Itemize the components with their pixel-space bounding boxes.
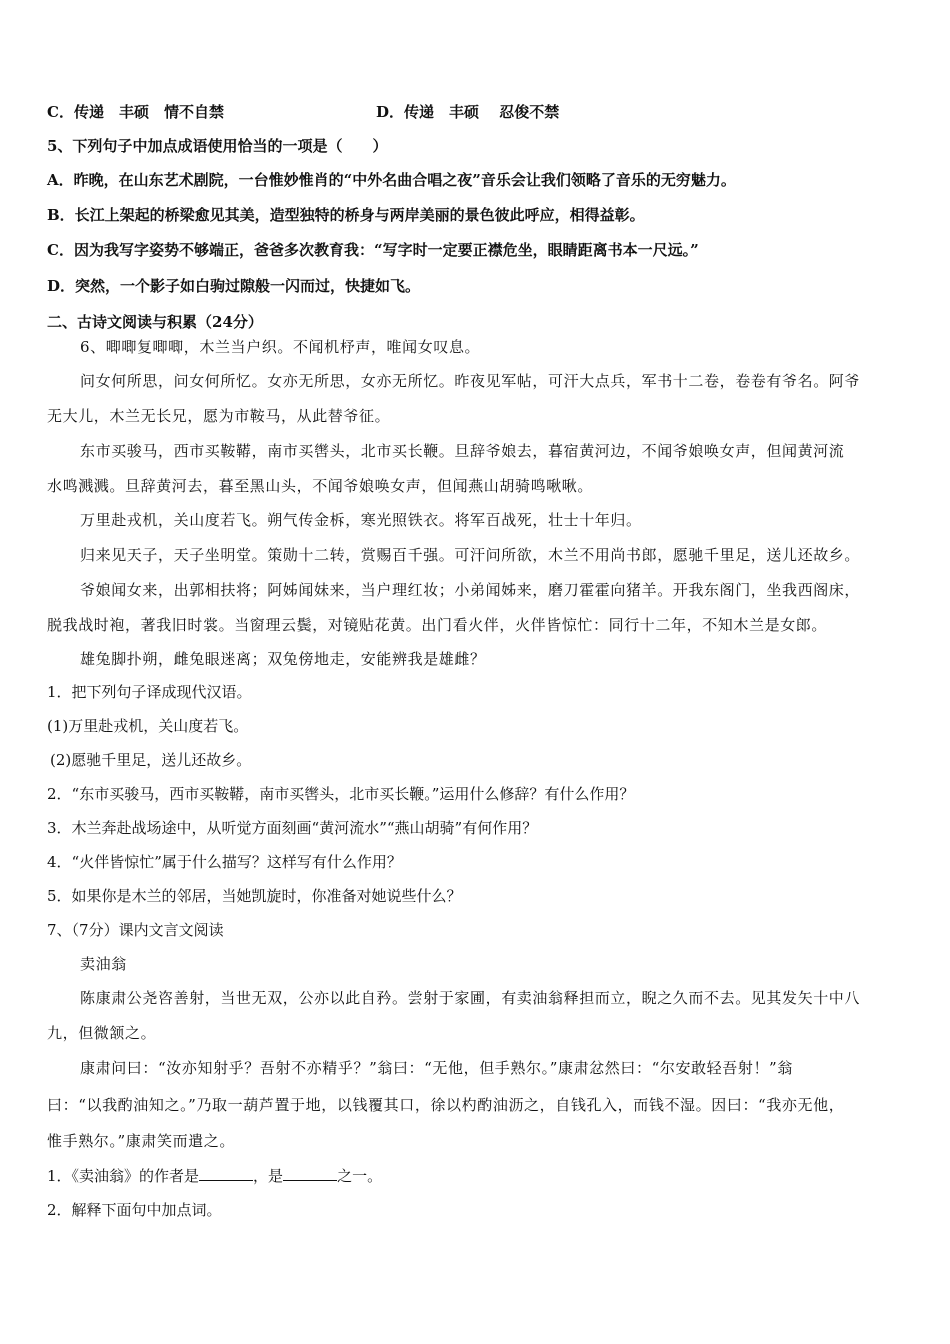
q7-question-1-middle: ，是	[253, 1167, 284, 1185]
q5-option-d: D．突然，一个影子如白驹过隙般一闪而过，快捷如飞。	[47, 277, 421, 295]
q5-option-b: B．长江上架起的桥梁愈见其美，造型独特的桥身与两岸美丽的景色彼此呼应，相得益彰。	[47, 206, 645, 224]
q6-question-3: 3．木兰奔赴战场途中，从听觉方面刻画“黄河流水”“燕山胡骑”有何作用？	[47, 819, 538, 837]
q7-paragraph-1-line-1: 陈康肃公尧咨善射，当世无双，公亦以此自矜。尝射于家圃，有卖油翁释担而立，睨之久而不去。见其发矢十中八	[80, 989, 861, 1007]
q4-option-d: D．传递 丰硕 忍俊不禁	[376, 103, 560, 121]
poem-paragraph-1: 6、唧唧复唧唧，木兰当户织。不闻机杼声，唯闻女叹息。	[80, 338, 481, 356]
q6-question-1-2: (2)愿驰千里足，送儿还故乡。	[50, 751, 252, 769]
q7-passage-title: 卖油翁	[80, 955, 127, 973]
q5-option-c: C．因为我写字姿势不够端正，爸爸多次教育我：“写字时一定要正襟危坐，眼睛距离书本一尺远。”	[47, 241, 699, 259]
q6-question-5: 5．如果你是木兰的邻居，当她凯旋时，你准备对她说些什么？	[47, 887, 462, 905]
q6-question-2: 2．“东市买骏马，西市买鞍鞯，南市买辔头，北市买长鞭。”运用什么修辞？有什么作用？	[47, 785, 635, 803]
poem-paragraph-2-line-2: 无大儿，木兰无长兄，愿为市鞍马，从此替爷征。	[47, 407, 391, 425]
poem-paragraph-2-line-1: 问女何所思，问女何所忆。女亦无所思，女亦无所忆。昨夜见军帖，可汗大点兵，军书十二卷，卷卷有爷名。阿爷	[80, 372, 861, 390]
answer-blank-group[interactable]	[283, 1166, 337, 1181]
poem-paragraph-7: 雄兔脚扑朔，雌兔眼迷离；双兔傍地走，安能辨我是雄雌？	[80, 650, 486, 668]
section-heading: 二、古诗文阅读与积累（24分）	[47, 313, 263, 331]
q7-paragraph-1-line-2: 九，但微颔之。	[47, 1024, 157, 1042]
poem-paragraph-6-line-1: 爷娘闻女来，出郭相扶将；阿姊闻妹来，当户理红妆；小弟闻姊来，磨刀霍霍向猪羊。开我东阁门，坐我西阁床，	[80, 581, 861, 599]
q6-question-1-1: (1)万里赴戎机，关山度若飞。	[47, 717, 249, 735]
q7-stem: 7、（7分）课内文言文阅读	[47, 921, 224, 939]
q7-paragraph-2-line-1: 康肃问曰：“汝亦知射乎？吾射不亦精乎？”翁曰：“无他，但手熟尔。”康肃忿然曰：“尔安敢轻吾射！”翁	[80, 1059, 793, 1077]
q7-paragraph-2-line-2: 曰：“以我酌油知之。”乃取一葫芦置于地，以钱覆其口，徐以杓酌油沥之，自钱孔入，而钱不湿。因曰：“我亦无他，	[47, 1096, 845, 1114]
poem-paragraph-3-line-2: 水鸣溅溅。旦辞黄河去，暮至黑山头，不闻爷娘唤女声，但闻燕山胡骑鸣啾啾。	[47, 477, 594, 495]
poem-paragraph-6-line-2: 脱我战时袍，著我旧时裳。当窗理云鬓，对镜贴花黄。出门看火伴，火伴皆惊忙：同行十二年，不知木兰是女郎。	[47, 616, 828, 634]
q7-paragraph-2-line-3: 惟手熟尔。”康肃笑而遣之。	[47, 1132, 235, 1150]
q7-question-1-suffix: 之一。	[337, 1167, 383, 1185]
q6-question-4: 4．“火伴皆惊忙”属于什么描写？这样写有什么作用？	[47, 853, 402, 871]
q5-stem: 5、下列句子中加点成语使用恰当的一项是（ ）	[47, 137, 388, 155]
q7-question-2: 2．解释下面句中加点词。	[47, 1201, 222, 1219]
q6-question-1: 1．把下列句子译成现代汉语。	[47, 683, 252, 701]
poem-paragraph-3-line-1: 东市买骏马，西市买鞍鞯，南市买辔头，北市买长鞭。旦辞爷娘去，暮宿黄河边，不闻爷娘唤女声，但闻黄河流	[80, 442, 845, 460]
q7-question-1-prefix: 1．《卖油翁》的作者是	[47, 1167, 200, 1185]
answer-blank-author[interactable]	[199, 1166, 253, 1181]
poem-paragraph-4: 万里赴戎机，关山度若飞。朔气传金柝，寒光照铁衣。将军百战死，壮士十年归。	[80, 511, 642, 529]
q7-question-1	[47, 1166, 382, 1186]
q4-option-c: C．传递 丰硕 情不自禁	[47, 103, 224, 121]
q5-option-a: A．昨晚，在山东艺术剧院，一台惟妙惟肖的“中外名曲合唱之夜”音乐会让我们领略了音乐的无穷魅力。	[47, 171, 736, 189]
poem-paragraph-5: 归来见天子，天子坐明堂。策勋十二转，赏赐百千强。可汗问所欲，木兰不用尚书郎，愿驰千里足，送儿还故乡。	[80, 546, 861, 564]
